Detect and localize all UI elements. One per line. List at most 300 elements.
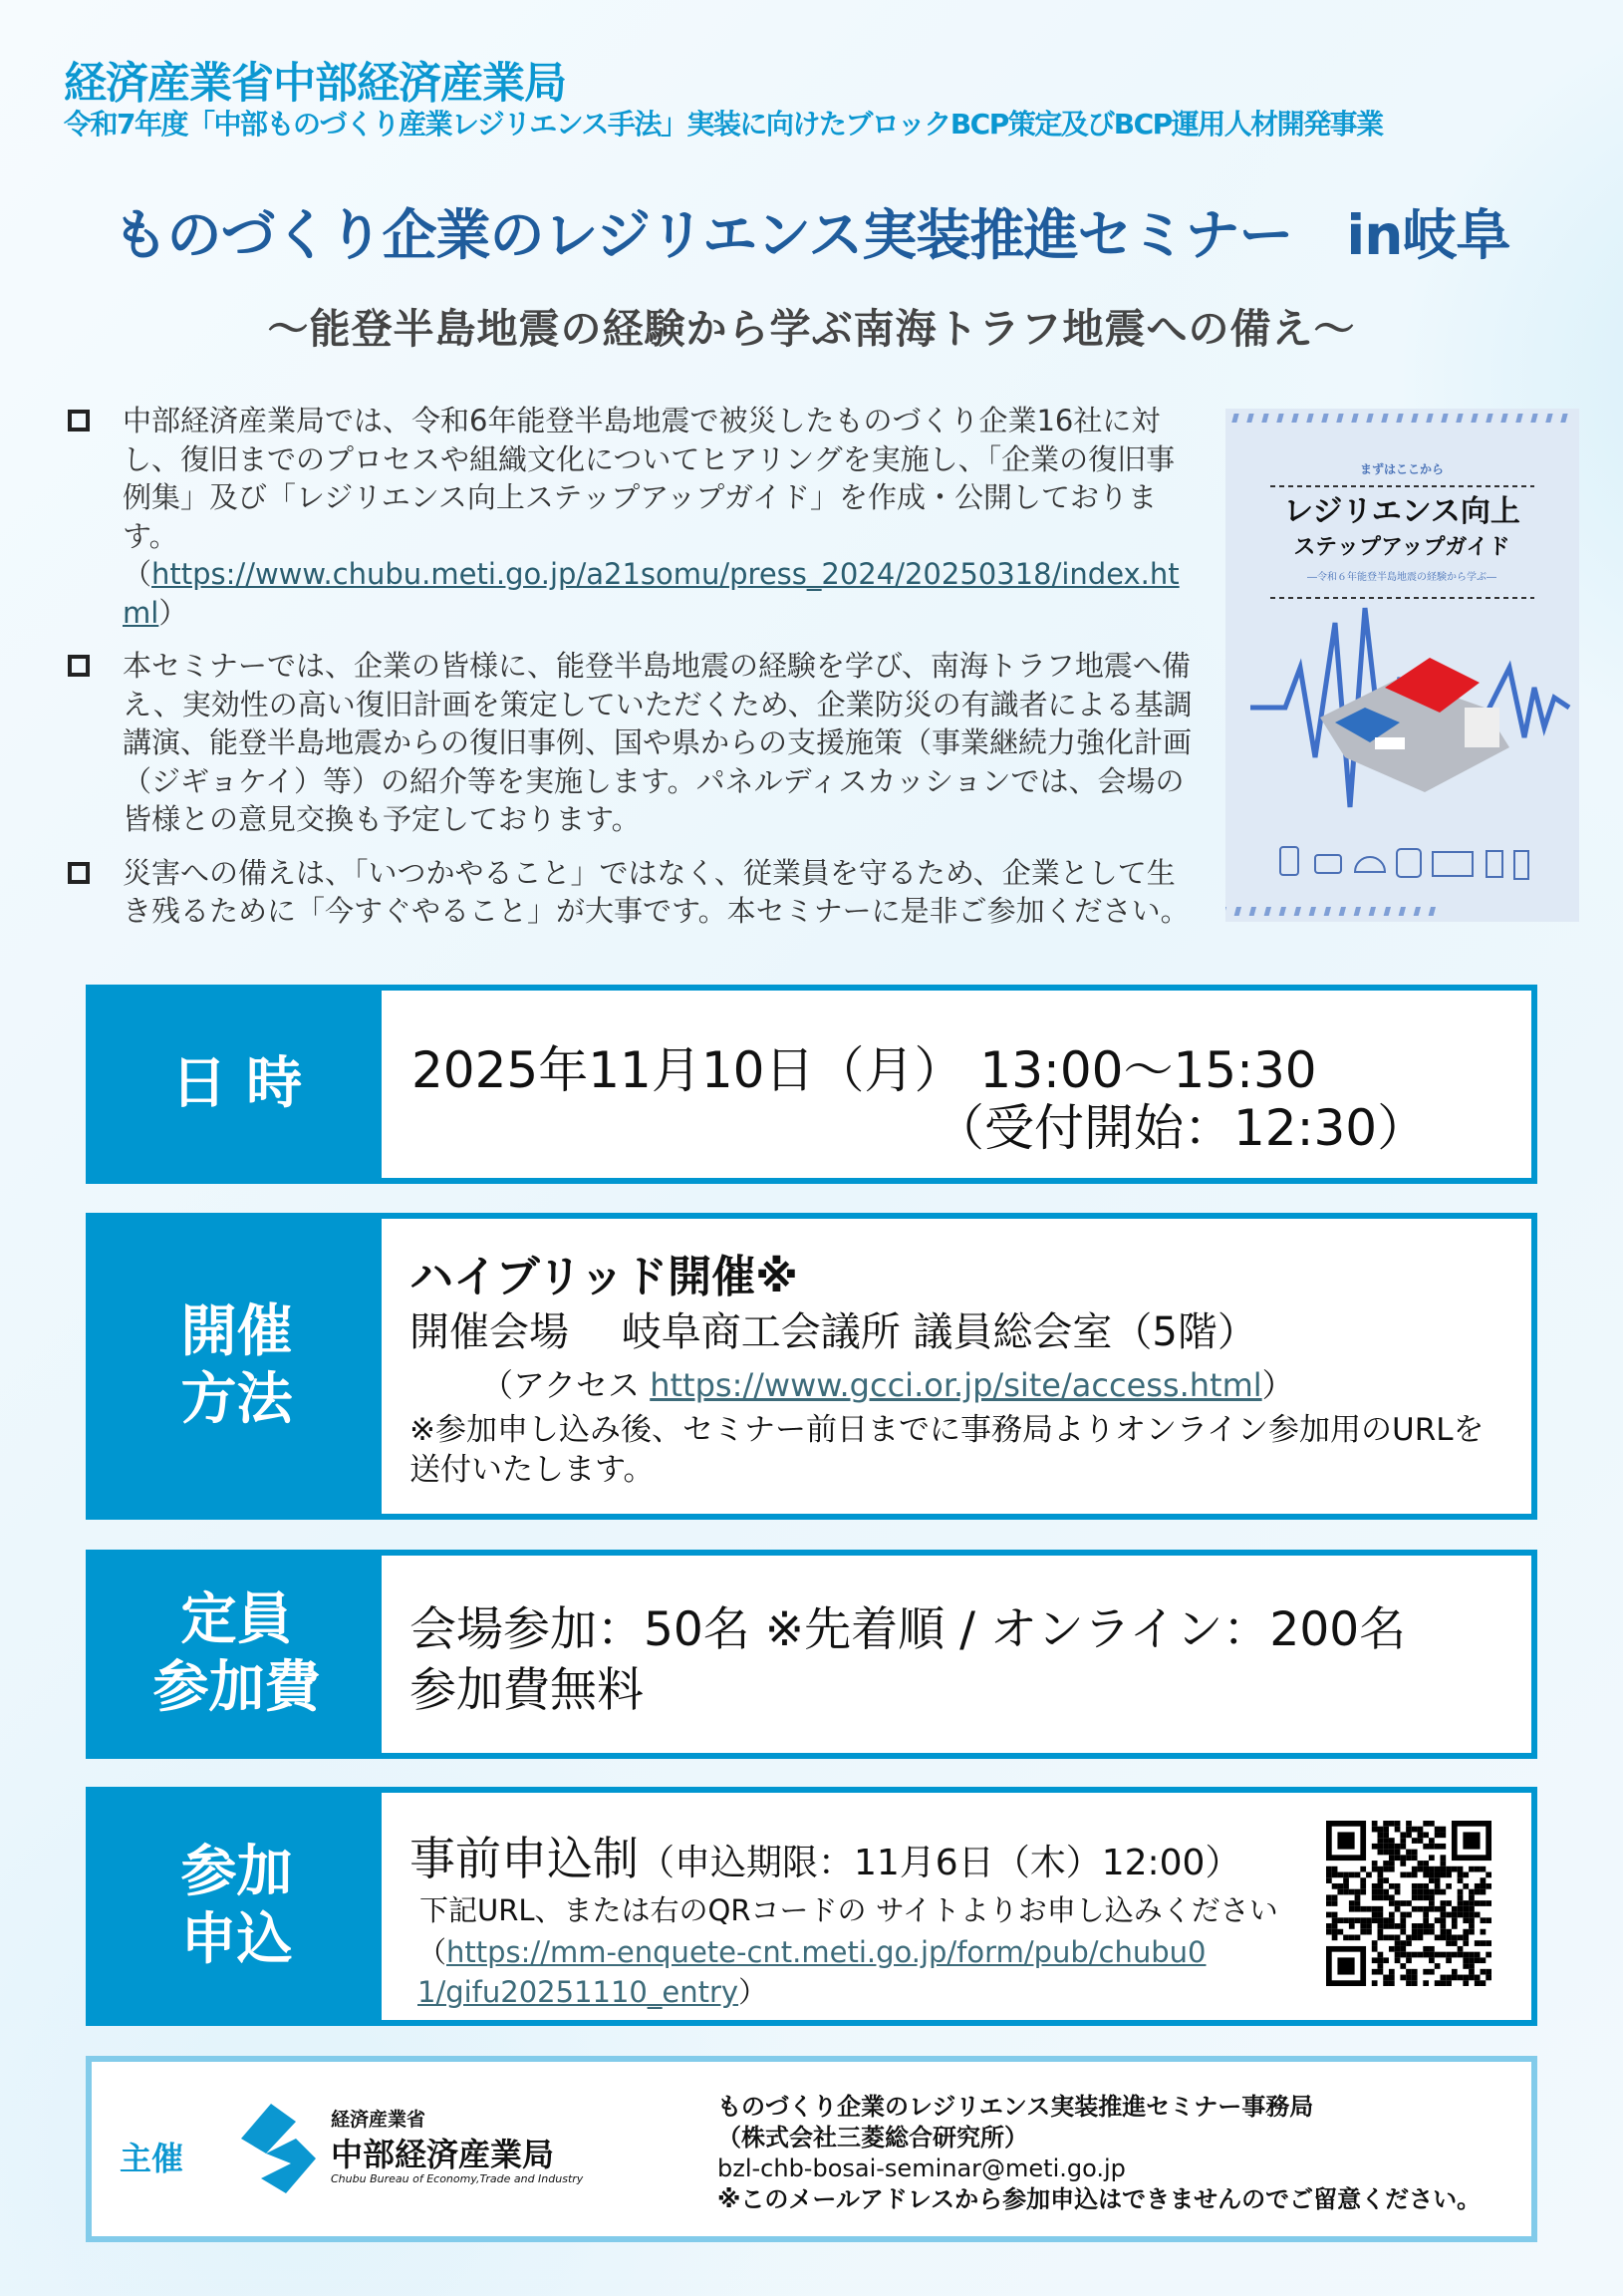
chubu-bureau-logo-icon — [241, 2104, 321, 2193]
cover-dash — [1545, 414, 1552, 423]
qr-module — [1360, 1866, 1366, 1872]
qr-module — [1458, 1934, 1464, 1940]
qr-module — [1475, 1975, 1481, 1981]
list-item — [68, 402, 1204, 632]
qr-module — [1423, 1883, 1429, 1889]
paren: ） — [158, 595, 188, 630]
qr-module — [1418, 1838, 1424, 1844]
qr-module — [1435, 1872, 1441, 1878]
qr-module — [1406, 1912, 1412, 1918]
qr-module — [1475, 1866, 1481, 1872]
qr-module — [1463, 1957, 1469, 1963]
qr-module — [1395, 1946, 1401, 1952]
qr-module — [1355, 1889, 1361, 1895]
qr-module — [1406, 1934, 1412, 1940]
qr-module — [1429, 1821, 1435, 1827]
qr-module — [1463, 1929, 1469, 1935]
qr-module — [1469, 1957, 1475, 1963]
qr-module — [1400, 1838, 1406, 1844]
qr-module — [1412, 1866, 1418, 1872]
cover-dash — [1384, 907, 1391, 916]
qr-module — [1435, 1963, 1441, 1969]
qr-module — [1440, 1872, 1446, 1878]
qr-module — [1337, 1883, 1343, 1889]
cover-dash — [1471, 414, 1478, 423]
qr-module — [1440, 1900, 1446, 1906]
qr-code[interactable] — [1326, 1821, 1491, 1986]
qr-module — [1378, 1952, 1384, 1958]
qr-module — [1378, 1832, 1384, 1838]
qr-module — [1372, 1969, 1378, 1975]
qr-module — [1418, 1934, 1424, 1940]
qr-module — [1418, 1827, 1424, 1833]
qr-module — [1326, 1900, 1332, 1906]
label-line: 申込 — [180, 1907, 293, 1972]
qr-module — [1440, 1929, 1446, 1935]
qr-module — [1446, 1900, 1452, 1906]
qr-module — [1458, 1975, 1464, 1981]
qr-module — [1452, 1917, 1458, 1923]
page-subtitle: ～能登半島地震の経験から学ぶ南海トラフ地震への備え～ — [267, 305, 1356, 353]
qr-module — [1366, 1872, 1372, 1878]
qr-module — [1446, 1883, 1452, 1889]
qr-module — [1412, 1934, 1418, 1940]
qr-module — [1366, 1929, 1372, 1935]
cover-dash — [1414, 907, 1421, 916]
qr-module — [1446, 1934, 1452, 1940]
cover-dash — [1369, 907, 1376, 916]
qr-module — [1395, 1900, 1401, 1906]
qr-module — [1326, 1912, 1332, 1918]
qr-module — [1337, 1889, 1343, 1895]
qr-module — [1406, 1940, 1412, 1946]
qr-module — [1372, 1917, 1378, 1923]
qr-module — [1360, 1917, 1366, 1923]
qr-module — [1343, 1872, 1349, 1878]
square-bullet-icon — [68, 655, 90, 677]
cover-dash — [1309, 907, 1316, 916]
qr-module — [1429, 1946, 1435, 1952]
qr-module — [1378, 1912, 1384, 1918]
qr-module — [1400, 1940, 1406, 1946]
intro-text: 本セミナーでは、企業の皆様に、能登半島地震の経験を学び、南海トラフ地震へ備え、実効性の高い復旧計画を策定していただくため、企業防災の有識者による基調講演、能登半島地震からの復旧事例、国や県からの支援施策（事業継続力強化計画（ジギョケイ）等）の紹介等を実施します。パネルディスカッションでは、会場の皆様との意見交換も予定しております。 — [123, 649, 1193, 836]
qr-module — [1383, 1889, 1389, 1895]
logo-ministry: 経済産業省 — [331, 2109, 426, 2131]
cover-dash — [1399, 907, 1406, 916]
qr-module — [1440, 1866, 1446, 1872]
qr-module — [1343, 1889, 1349, 1895]
cover-dash — [1291, 414, 1298, 423]
qr-module — [1412, 1952, 1418, 1958]
qr-module — [1412, 1906, 1418, 1912]
qr-module — [1383, 1838, 1389, 1844]
cover-dash — [1261, 414, 1268, 423]
qr-module — [1360, 1923, 1366, 1929]
qr-module — [1412, 1980, 1418, 1986]
qr-module — [1383, 1861, 1389, 1866]
cover-dash — [1294, 907, 1301, 916]
qr-module — [1383, 1877, 1389, 1883]
qr-module — [1355, 1894, 1361, 1900]
qr-module — [1469, 1975, 1475, 1981]
qr-module — [1349, 1934, 1355, 1940]
qr-module — [1383, 1894, 1389, 1900]
qr-module — [1378, 1827, 1384, 1833]
qr-module — [1389, 1861, 1395, 1866]
cover-dash — [1381, 414, 1388, 423]
logo-english: Chubu Bureau of Economy,Trade and Industry — [331, 2172, 584, 2185]
qr-module — [1469, 1912, 1475, 1918]
qr-module — [1475, 1889, 1481, 1895]
qr-module — [1486, 1872, 1491, 1878]
qr-module — [1372, 1940, 1378, 1946]
qr-module — [1332, 1912, 1338, 1918]
qr-module — [1378, 1923, 1384, 1929]
qr-module — [1475, 1980, 1481, 1986]
qr-module — [1389, 1900, 1395, 1906]
cover-dash — [1234, 907, 1241, 916]
qr-module — [1412, 1838, 1418, 1844]
qr-module — [1372, 1894, 1378, 1900]
qr-module — [1475, 1957, 1481, 1963]
qr-module — [1440, 1855, 1446, 1861]
qr-module — [1372, 1889, 1378, 1895]
qr-module — [1349, 1872, 1355, 1878]
cover-dash — [1396, 414, 1403, 423]
qr-module — [1481, 1980, 1487, 1986]
qr-module — [1446, 1940, 1452, 1946]
qr-module — [1463, 1917, 1469, 1923]
qr-module — [1423, 1821, 1429, 1827]
paren: ） — [738, 1975, 768, 2009]
organizer-name: 経済産業省中部経済産業局 — [64, 59, 566, 109]
datetime-value: 2025年11月10日（月） 13:00～15:30 — [411, 1041, 1317, 1099]
qr-module — [1446, 1957, 1452, 1963]
qr-module — [1429, 1894, 1435, 1900]
qr-module — [1406, 1975, 1412, 1981]
qr-module — [1378, 1969, 1384, 1975]
qr-module — [1372, 1980, 1378, 1986]
qr-module — [1389, 1855, 1395, 1861]
cover-dash — [1231, 414, 1238, 423]
qr-module — [1395, 1906, 1401, 1912]
host-label: 主催 — [120, 2140, 184, 2177]
qr-module — [1412, 1827, 1418, 1833]
qr-module — [1435, 1917, 1441, 1923]
qr-module — [1383, 1980, 1389, 1986]
qr-module — [1389, 1923, 1395, 1929]
qr-module — [1469, 1900, 1475, 1906]
paren: ） — [1261, 1366, 1294, 1404]
qr-module — [1423, 1832, 1429, 1838]
qr-module — [1395, 1889, 1401, 1895]
qr-module — [1481, 1883, 1487, 1889]
intro-text: 中部経済産業局では、令和6年能登半島地震で被災したものづくり企業16社に対し、復旧までのプロセスや組織文化についてヒアリングを実施し、「企業の復旧事例集」及び「レジリエンス向上ステップアップガイド」を作成・公開しております。 — [123, 404, 1176, 553]
qr-module — [1423, 1866, 1429, 1872]
qr-module — [1383, 1923, 1389, 1929]
qr-module — [1349, 1906, 1355, 1912]
cover-dash — [1530, 414, 1537, 423]
cover-title: レジリエンス向上 — [1283, 494, 1520, 529]
venue: 開催会場 岐阜商工会議所 議員総会室（5階） — [409, 1309, 1257, 1355]
qr-module — [1412, 1975, 1418, 1981]
qr-module — [1400, 1855, 1406, 1861]
cover-dash — [1486, 414, 1492, 423]
qr-module — [1429, 1957, 1435, 1963]
qr-module — [1406, 1850, 1412, 1856]
cover-title2: ステップアップガイド — [1293, 535, 1510, 560]
qr-module — [1378, 1929, 1384, 1935]
qr-module — [1429, 1889, 1435, 1895]
qr-module — [1326, 1877, 1332, 1883]
qr-module — [1412, 1883, 1418, 1889]
qr-module — [1326, 1872, 1332, 1878]
cover-dash — [1411, 414, 1418, 423]
capacity-value: 会場参加：50名 ※先着順 / オンライン：200名 — [409, 1602, 1407, 1657]
cover-dash — [1276, 414, 1283, 423]
qr-module — [1440, 1952, 1446, 1958]
page-title: ものづくり企業のレジリエンス実装推進セミナー in岐阜 — [113, 203, 1510, 267]
qr-module — [1440, 1923, 1446, 1929]
qr-module — [1332, 1866, 1338, 1872]
qr-module — [1412, 1923, 1418, 1929]
qr-module — [1383, 1866, 1389, 1872]
qr-module — [1446, 1866, 1452, 1872]
qr-module — [1383, 1827, 1389, 1833]
qr-module — [1395, 1934, 1401, 1940]
qr-module — [1332, 1917, 1338, 1923]
qr-module — [1475, 1900, 1481, 1906]
qr-module — [1406, 1969, 1412, 1975]
qr-module — [1469, 1952, 1475, 1958]
qr-module — [1481, 1900, 1487, 1906]
qr-module — [1435, 1877, 1441, 1883]
qr-module — [1469, 1929, 1475, 1935]
qr-module — [1452, 1906, 1458, 1912]
label-line: 方法 — [180, 1367, 293, 1432]
qr-module — [1412, 1969, 1418, 1975]
qr-module — [1440, 1861, 1446, 1866]
cover-dash — [1456, 414, 1463, 423]
qr-module — [1435, 1980, 1441, 1986]
qr-module — [1412, 1872, 1418, 1878]
qr-module — [1469, 1894, 1475, 1900]
qr-module — [1418, 1952, 1424, 1958]
qr-module — [1326, 1929, 1332, 1935]
qr-module — [1332, 1934, 1338, 1940]
qr-module — [1378, 1866, 1384, 1872]
qr-module — [1389, 1838, 1395, 1844]
qr-module — [1423, 1889, 1429, 1895]
cover-dash — [1324, 907, 1331, 916]
qr-module — [1418, 1866, 1424, 1872]
qr-module — [1452, 1923, 1458, 1929]
qr-module — [1435, 1832, 1441, 1838]
qr-module — [1360, 1877, 1366, 1883]
qr-module — [1395, 1844, 1401, 1850]
cover-dash — [1515, 414, 1522, 423]
qr-module — [1458, 1866, 1464, 1872]
qr-module — [1406, 1821, 1412, 1827]
method-section — [86, 1213, 1537, 1520]
qr-module — [1355, 1917, 1361, 1923]
qr-module — [1475, 1883, 1481, 1889]
qr-module — [1406, 1957, 1412, 1963]
label-line: 参加 — [180, 1840, 293, 1904]
qr-module — [1400, 1917, 1406, 1923]
qr-module — [1389, 1821, 1395, 1827]
cover-dash — [1366, 414, 1373, 423]
qr-module — [1378, 1883, 1384, 1889]
apply-link[interactable]: https://mm-enquete-cnt.meti.go.jp/form/pub/chubu01/gifu20251110_entry — [417, 1935, 1207, 2009]
qr-module — [1412, 1855, 1418, 1861]
qr-module — [1383, 1850, 1389, 1856]
qr-module — [1332, 1883, 1338, 1889]
qr-module — [1389, 1883, 1395, 1889]
qr-module — [1389, 1946, 1395, 1952]
qr-module — [1332, 1872, 1338, 1878]
qr-module — [1412, 1889, 1418, 1895]
qr-module — [1486, 1883, 1491, 1889]
qr-module — [1395, 1855, 1401, 1861]
qr-module — [1389, 1980, 1395, 1986]
qr-module — [1372, 1957, 1378, 1963]
datetime-label: 日 時 — [92, 991, 382, 1178]
apply-heading: 事前申込制 — [409, 1832, 639, 1885]
qr-module — [1406, 1900, 1412, 1906]
qr-module — [1463, 1963, 1469, 1969]
qr-module — [1372, 1946, 1378, 1952]
qr-module — [1440, 1827, 1446, 1833]
qr-module — [1452, 1912, 1458, 1918]
qr-module — [1458, 1894, 1464, 1900]
cover-dash — [1321, 414, 1328, 423]
logo-bureau: 中部経済産業局 — [331, 2136, 555, 2173]
qr-module — [1429, 1929, 1435, 1935]
qr-module — [1435, 1906, 1441, 1912]
qr-module — [1423, 1946, 1429, 1952]
contact-email[interactable]: bzl-chb-bosai-seminar@meti.go.jp — [717, 2154, 1126, 2182]
qr-module — [1435, 1844, 1441, 1850]
qr-module — [1378, 1844, 1384, 1850]
qr-module — [1463, 1872, 1469, 1878]
qr-module — [1452, 1975, 1458, 1981]
qr-module — [1481, 1917, 1487, 1923]
qr-module — [1372, 1866, 1378, 1872]
cover-dash — [1560, 414, 1567, 423]
qr-module — [1372, 1844, 1378, 1850]
qr-module — [1463, 1912, 1469, 1918]
qr-module — [1337, 1872, 1343, 1878]
qr-module — [1400, 1929, 1406, 1935]
cover-dash — [1264, 907, 1271, 916]
office-name: ものづくり企業のレジリエンス実装推進セミナー事務局 — [717, 2093, 1314, 2121]
qr-module — [1463, 1883, 1469, 1889]
list-item — [68, 854, 1204, 931]
qr-module — [1475, 1912, 1481, 1918]
cover-dash — [1246, 414, 1253, 423]
qr-module — [1418, 1906, 1424, 1912]
qr-module — [1400, 1872, 1406, 1878]
apply-instruction: 下記URL、または右のQRコードの サイトよりお申し込みください — [419, 1893, 1278, 1927]
label-line: 開催 — [180, 1299, 293, 1364]
qr-module — [1378, 1934, 1384, 1940]
qr-module — [1349, 1923, 1355, 1929]
qr-module — [1378, 1838, 1384, 1844]
qr-module — [1349, 1889, 1355, 1895]
qr-module — [1452, 1952, 1458, 1958]
qr-module — [1372, 1821, 1378, 1827]
qr-module — [1486, 1952, 1491, 1958]
qr-module — [1440, 1917, 1446, 1923]
qr-module — [1423, 1929, 1429, 1935]
qr-module — [1372, 1883, 1378, 1889]
qr-module — [1452, 1866, 1458, 1872]
qr-module — [1406, 1855, 1412, 1861]
qr-module — [1452, 1934, 1458, 1940]
qr-module — [1469, 1917, 1475, 1923]
qr-module — [1355, 1906, 1361, 1912]
cover-dash — [1426, 414, 1433, 423]
qr-module — [1469, 1906, 1475, 1912]
qr-module — [1446, 1872, 1452, 1878]
qr-module — [1360, 1889, 1366, 1895]
qr-module — [1389, 1975, 1395, 1981]
qr-module — [1481, 1889, 1487, 1895]
qr-module — [1406, 1832, 1412, 1838]
label-line: 定員 — [180, 1587, 293, 1652]
qr-module — [1400, 1900, 1406, 1906]
qr-module — [1355, 1872, 1361, 1878]
qr-module — [1435, 1883, 1441, 1889]
qr-module — [1400, 1946, 1406, 1952]
qr-module — [1423, 1861, 1429, 1866]
cover-dash — [1279, 907, 1286, 916]
qr-module — [1372, 1861, 1378, 1866]
qr-module — [1429, 1906, 1435, 1912]
qr-module — [1360, 1883, 1366, 1889]
qr-module — [1452, 1940, 1458, 1946]
qr-module — [1481, 1877, 1487, 1883]
qr-module — [1469, 1889, 1475, 1895]
qr-module — [1366, 1906, 1372, 1912]
qr-module — [1418, 1923, 1424, 1929]
datetime-section — [86, 985, 1537, 1184]
press-link[interactable]: https://www.chubu.meti.go.jp/a21somu/press_2024/20250318/index.html — [123, 557, 1180, 630]
qr-module — [1378, 1906, 1384, 1912]
qr-module — [1418, 1832, 1424, 1838]
qr-module — [1423, 1969, 1429, 1975]
cover-dash — [1249, 907, 1256, 916]
qr-module — [1418, 1889, 1424, 1895]
cover-dash — [1429, 907, 1436, 916]
qr-module — [1435, 1866, 1441, 1872]
qr-module — [1446, 1975, 1452, 1981]
qr-module — [1435, 1952, 1441, 1958]
fee-value: 参加費無料 — [409, 1663, 644, 1718]
qr-module — [1400, 1923, 1406, 1929]
qr-module — [1429, 1855, 1435, 1861]
qr-module — [1400, 1963, 1406, 1969]
qr-module — [1475, 1940, 1481, 1946]
qr-module — [1458, 1889, 1464, 1895]
access-link[interactable]: https://www.gcci.or.jp/site/access.html — [650, 1366, 1262, 1404]
cover-dash — [1354, 907, 1361, 916]
qr-module — [1423, 1894, 1429, 1900]
qr-module — [1400, 1952, 1406, 1958]
qr-module — [1446, 1929, 1452, 1935]
qr-module — [1486, 1975, 1491, 1981]
